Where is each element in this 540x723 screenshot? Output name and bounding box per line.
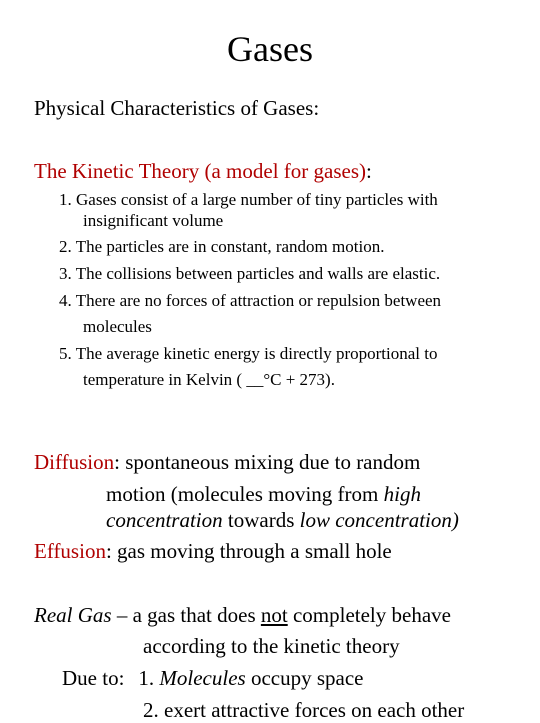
list-number: 3. bbox=[59, 264, 76, 283]
list-number: 1. bbox=[59, 190, 76, 209]
kinetic-theory-colon: : bbox=[366, 159, 372, 183]
real-gas-term: Real Gas bbox=[34, 603, 112, 627]
kinetic-theory-heading bbox=[34, 159, 372, 184]
real-gas-reason-2: 2. exert attractive forces on each other bbox=[143, 698, 465, 722]
diffusion-definition bbox=[34, 450, 420, 475]
list-item-1-cont: insignificant volume bbox=[83, 211, 224, 230]
list-text: Gases consist of a large number of tiny particles with bbox=[76, 190, 438, 209]
diffusion-term: Diffusion bbox=[34, 450, 115, 474]
real-gas-not: not bbox=[260, 603, 288, 627]
real-gas-reason-1 bbox=[62, 666, 363, 691]
diffusion-definition-cont bbox=[106, 482, 421, 507]
effusion-definition bbox=[34, 539, 392, 564]
list-item-4 bbox=[59, 291, 441, 311]
real-gas-definition-cont: according to the kinetic theory bbox=[143, 634, 400, 658]
list-text: The average kinetic energy is directly proportional to bbox=[75, 344, 438, 363]
list-number: 4. bbox=[59, 291, 76, 310]
real-gas-text: completely behave bbox=[287, 603, 451, 627]
effusion-def: : gas moving through a small hole bbox=[105, 539, 392, 563]
diffusion-text: towards bbox=[222, 508, 300, 532]
due-to-label: Due to: bbox=[62, 666, 125, 690]
list-item-3 bbox=[59, 264, 440, 284]
list-item-4-cont: molecules bbox=[83, 317, 152, 336]
diffusion-text: motion (molecules moving from bbox=[106, 482, 384, 506]
reason-text: occupy space bbox=[245, 666, 364, 690]
diffusion-low: low concentration) bbox=[299, 508, 459, 532]
effusion-term: Effusion bbox=[34, 539, 106, 563]
real-gas-text: – a gas that does bbox=[111, 603, 261, 627]
real-gas-definition bbox=[34, 603, 451, 628]
reason-molecules: Molecules bbox=[159, 666, 246, 690]
reason-number: 1. bbox=[138, 666, 160, 690]
diffusion-def: : spontaneous mixing due to random bbox=[114, 450, 421, 474]
diffusion-high: high bbox=[383, 482, 421, 506]
diffusion-concentration: concentration bbox=[106, 508, 223, 532]
list-text: The collisions between particles and walls are elastic. bbox=[75, 264, 441, 283]
list-number: 2. bbox=[59, 237, 76, 256]
page-title: Gases bbox=[227, 29, 313, 69]
list-text: The particles are in constant, random motion. bbox=[75, 237, 385, 256]
list-item-5 bbox=[59, 344, 437, 364]
list-number: 5. bbox=[59, 344, 76, 363]
diffusion-definition-cont2 bbox=[106, 508, 459, 533]
list-item-1 bbox=[59, 190, 438, 210]
list-text: There are no forces of attraction or repulsion between bbox=[75, 291, 442, 310]
section-heading-physical: Physical Characteristics of Gases: bbox=[34, 96, 320, 120]
kinetic-theory-label: The Kinetic Theory (a model for gases) bbox=[34, 159, 366, 183]
list-item-5-cont: temperature in Kelvin ( __°C + 273). bbox=[83, 370, 335, 389]
list-item-2 bbox=[59, 237, 384, 257]
